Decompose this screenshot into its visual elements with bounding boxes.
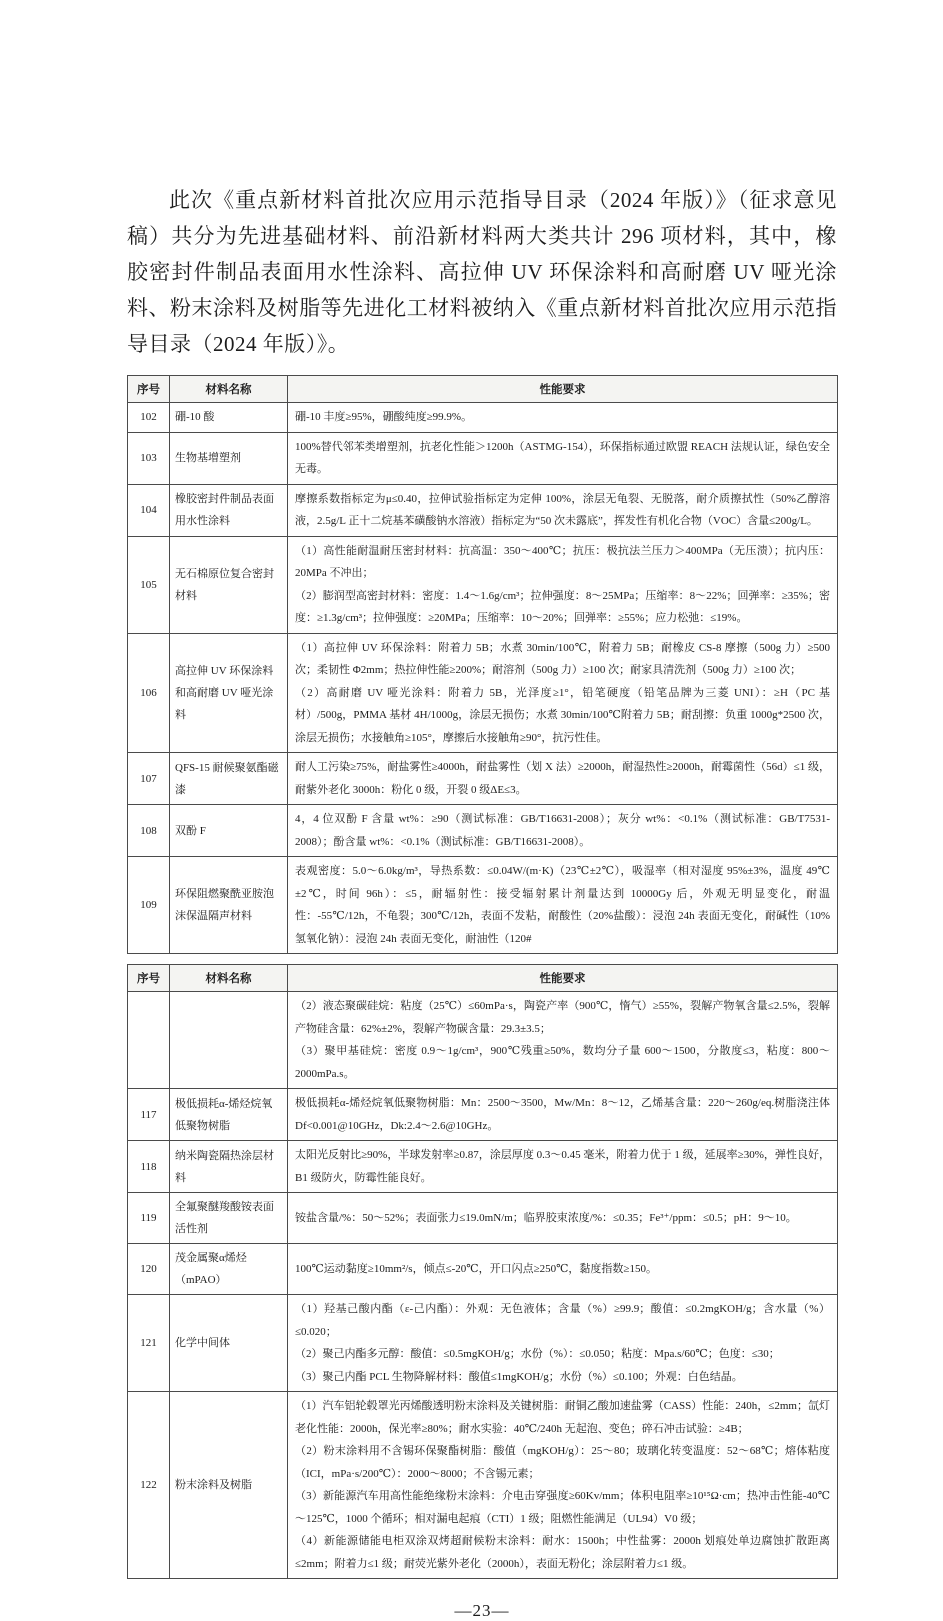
requirement-paragraph: 硼-10 丰度≥95%，硼酸纯度≥99.9%。: [295, 411, 473, 423]
table-row: [128, 1244, 838, 1295]
cell-material-name: 无石棉原位复合密封材料: [170, 536, 288, 633]
cell-serial-number: 122: [128, 1392, 170, 1579]
cell-performance-requirements: [288, 1244, 838, 1295]
table-row: [128, 536, 838, 633]
cell-material-name: 橡胶密封件制品表面用水性涂料: [170, 484, 288, 536]
cell-performance-requirements: [288, 1193, 838, 1244]
table-row: [128, 1141, 838, 1193]
cell-serial-number: 103: [128, 432, 170, 484]
requirement-paragraph: （3）新能源汽车用高性能绝缘粉末涂料：介电击穿强度≥60Kv/mm；体积电阻率≥10¹⁵Ω·cm；热冲击性能-40℃～125℃，1000 个循环；相对漏电起痕（CTI）1 级；阻燃性能满足（UL94）V0 级；: [295, 1490, 830, 1525]
cell-material-name: 茂金属聚α烯烃（mPAO）: [170, 1244, 288, 1295]
cell-material-name: QFS-15 耐候聚氨酯磁漆: [170, 753, 288, 805]
requirement-paragraph: （3）聚己内酯 PCL 生物降解材料：酸值≤1mgKOH/g；水份（%）≤0.100；外观：白色结晶。: [295, 1370, 743, 1383]
table-row: [128, 753, 838, 805]
cell-serial-number: 119: [128, 1193, 170, 1244]
cell-material-name: 生物基增塑剂: [170, 432, 288, 484]
cell-serial-number: 106: [128, 633, 170, 753]
table-separator: [127, 954, 837, 964]
column-header: 序号: [128, 965, 170, 992]
cell-performance-requirements: [288, 992, 838, 1089]
cell-material-name: 化学中间体: [170, 1295, 288, 1392]
column-header: 序号: [128, 376, 170, 403]
cell-serial-number: 117: [128, 1089, 170, 1141]
cell-performance-requirements: [288, 484, 838, 536]
table-row: [128, 432, 838, 484]
cell-serial-number: [128, 992, 170, 1089]
cell-serial-number: 120: [128, 1244, 170, 1295]
cell-material-name: 粉末涂料及树脂: [170, 1392, 288, 1579]
requirement-paragraph: 100℃运动黏度≥10mm²/s，倾点≤-20℃，开口闪点≥250℃，黏度指数≥150。: [295, 1262, 657, 1275]
cell-material-name: 环保阻燃聚酰亚胺泡沫保温隔声材料: [170, 857, 288, 954]
cell-serial-number: 102: [128, 403, 170, 433]
cell-performance-requirements: [288, 1141, 838, 1193]
requirement-paragraph: （1）汽车铝轮毂罩光丙烯酸透明粉末涂料及关键树脂：耐铜乙酸加速盐雾（CASS）性能：240h，≤2mm；氙灯老化性能：2000h，保光率≥80%；耐水实验：40℃/240h 无起泡、变色；碎石冲击试验：≥4B；: [295, 1400, 830, 1435]
cell-performance-requirements: [288, 1089, 838, 1141]
requirement-paragraph: 极低损耗α-烯烃烷氧低聚物树脂：Mn：2500～3500，Mw/Mn：8～12，乙烯基含量：220～260g/eq.树脂浇注体 Df<0.001@10GHz，Dk:2.4～2.6@10GHz。: [295, 1097, 830, 1132]
cell-performance-requirements: [288, 857, 838, 954]
cell-material-name: [170, 992, 288, 1089]
cell-serial-number: 108: [128, 805, 170, 857]
header-row: [128, 965, 838, 992]
requirement-paragraph: （4）新能源储能电柜双涂双烤超耐候粉末涂料：耐水：1500h；中性盐雾：2000h 划痕处单边腐蚀扩散距离≤2mm；附着力≤1 级；耐荧光紫外老化（2000h），表面无粉化；涂层附着力≤1 级。: [295, 1535, 830, 1570]
table-row: [128, 1295, 838, 1392]
cell-material-name: 硼-10 酸: [170, 403, 288, 433]
table-row: [128, 1089, 838, 1141]
cell-performance-requirements: [288, 633, 838, 753]
cell-performance-requirements: [288, 753, 838, 805]
cell-serial-number: 104: [128, 484, 170, 536]
requirement-paragraph: （2）液态聚碳硅烷：粘度（25℃）≤60mPa·s，陶瓷产率（900℃，惰气）≥55%，裂解产物氧含量≤2.5%，裂解产物硅含量：62%±2%，裂解产物碳含量：29.3±3.5；: [295, 1000, 830, 1035]
requirement-paragraph: （2）粉末涂料用不含锡环保聚酯树脂：酸值（mgKOH/g）：25～80；玻璃化转变温度：52～68℃；熔体粘度（ICI，mPa·s/200℃）：2000～8000；不含锡元素；: [295, 1445, 830, 1480]
column-header: 材料名称: [170, 965, 288, 992]
requirement-paragraph: 4，4 位双酚 F 含量 wt%：≥90（测试标准：GB/T16631-2008）；灰分 wt%：<0.1%（测试标准：GB/T7531-2008）；酚含量 wt%：<0.1%（测试标准：GB/T16631-2008）。: [295, 813, 830, 848]
cell-performance-requirements: [288, 805, 838, 857]
cell-performance-requirements: [288, 1392, 838, 1579]
requirement-paragraph: 太阳光反射比≥90%，半球发射率≥0.87，涂层厚度 0.3～0.45 毫米，附着力优于 1 级，延展率≥30%，弹性良好，B1 级防火，防霉性能良好。: [295, 1149, 830, 1184]
header-row: [128, 376, 838, 403]
table-row: [128, 484, 838, 536]
cell-material-name: 全氟聚醚羧酸铵表面活性剂: [170, 1193, 288, 1244]
cell-serial-number: 107: [128, 753, 170, 805]
requirement-paragraph: （2）高耐磨 UV 哑光涂料：附着力 5B，光泽度≥1°，铅笔硬度（铅笔品牌为三菱 UNI）：≥H（PC 基材）/500g，PMMA 基材 4H/1000g，涂层无损伤；水煮 30min/100℃附着力 5B；耐刮擦：负重 1000g*2500 次，涂层无损伤；水接触角≥105°，摩擦后水接触角≥90°，抗污性佳。: [295, 686, 830, 744]
cell-material-name: 极低损耗α-烯烃烷氧低聚物树脂: [170, 1089, 288, 1141]
requirement-paragraph: 铵盐含量/%：50～52%；表面张力≤19.0mN/m；临界胶束浓度/%：≤0.35；Fe³⁺/ppm：≤0.5；pH：9～10。: [295, 1211, 797, 1224]
requirement-paragraph: 100%替代邻苯类增塑剂，抗老化性能＞1200h（ASTMG-154），环保指标通过欧盟 REACH 法规认证，绿色安全无毒。: [295, 440, 830, 475]
requirement-paragraph: 耐人工污染≥75%，耐盐雾性≥4000h，耐盐雾性（划 X 法）≥2000h，耐湿热性≥2000h，耐霉菌性（56d）≤1 级，耐紫外老化 3000h：粉化 0 级，开裂 0 级ΔE≤3。: [295, 761, 830, 796]
table-row: [128, 403, 838, 433]
cell-serial-number: 121: [128, 1295, 170, 1392]
requirement-paragraph: 摩擦系数指标定为μ≤0.40，拉伸试验指标定为定伸 100%，涂层无龟裂、无脱落，耐介质擦拭性（50%乙醇溶液，2.5g/L 正十二烷基苯磺酸钠水溶液）指标定为“50 次未露底”，挥发性有机化合物（VOC）含量≤200g/L。: [295, 492, 830, 527]
table-row: [128, 992, 838, 1089]
requirement-paragraph: （2）聚己内酯多元醇：酸值：≤0.5mgKOH/g；水份（%）：≤0.050；粘度：Mpa.s/60℃；色度：≤30；: [295, 1348, 780, 1360]
cell-serial-number: 118: [128, 1141, 170, 1193]
cell-performance-requirements: [288, 403, 838, 433]
cell-material-name: 双酚 F: [170, 805, 288, 857]
cell-serial-number: 105: [128, 536, 170, 633]
cell-material-name: 纳米陶瓷隔热涂层材料: [170, 1141, 288, 1193]
materials-table-2: [127, 964, 838, 1579]
cell-performance-requirements: [288, 536, 838, 633]
page-number: —23—: [454, 1601, 510, 1620]
table-row: [128, 805, 838, 857]
column-header: 性能要求: [288, 376, 838, 403]
cell-performance-requirements: [288, 432, 838, 484]
requirement-paragraph: 表观密度：5.0～6.0kg/m³，导热系数：≤0.04W/(m·K)（23℃±2℃），吸湿率（相对湿度 95%±3%，温度 49℃±2℃，时间 96h）：≤5，耐辐射性：接受辐射累计剂量达到 10000Gy 后，外观无明显变化，耐温性：-55℃/12h，不龟裂；300℃/12h，表面不发粘，耐酸性（20%盐酸）：浸泡 24h 表面无变化，耐碱性（10%氢氧化钠）：浸泡 24h 表面无变化，耐油性（120#: [295, 865, 830, 945]
requirement-paragraph: （2）膨润型高密封材料：密度：1.4～1.6g/cm³；拉伸强度：8～25MPa；压缩率：8～22%；回弹率：≥35%；密度：≥1.3g/cm³；拉伸强度：≥20MPa；压缩率：10～20%；回弹率：≥55%；应力松弛：≤19%。: [295, 589, 830, 624]
intro-paragraph: 此次《重点新材料首批次应用示范指导目录（2024 年版）》（征求意见稿）共分为先进基础材料、前沿新材料两大类共计 296 项材料，其中，橡胶密封件制品表面用水性涂料、高拉伸 UV 环保涂料和高耐磨 UV 哑光涂料、粉末涂料及树脂等先进化工材料被纳入《重点新材料首批次应用示范指导目录（2024 年版）》。: [127, 188, 837, 356]
requirement-paragraph: （1）高拉伸 UV 环保涂料：附着力 5B；水煮 30min/100℃，附着力 5B；耐橡皮 CS-8 摩擦（500g 力）≥500 次；柔韧性 Φ2mm；热拉伸性能≥200%；耐溶剂（500g 力）≥100 次；耐家具清洗剂（500g 力）≥100 次；: [295, 641, 830, 676]
table-row: [128, 857, 838, 954]
cell-performance-requirements: [288, 1295, 838, 1392]
cell-serial-number: 109: [128, 857, 170, 954]
table-row: [128, 633, 838, 753]
table-row: [128, 1392, 838, 1579]
requirement-paragraph: （1）高性能耐温耐压密封材料：抗高温：350～400℃；抗压：极抗法兰压力＞400MPa（无压溃）；抗内压：20MPa 不冲出；: [295, 544, 830, 579]
column-header: 性能要求: [288, 965, 838, 992]
requirement-paragraph: （1）羟基己酸内酯（ε-己内酯）：外观：无色液体；含量（%）≥99.9；酸值：≤0.2mgKOH/g；含水量（%）≤0.020；: [295, 1303, 830, 1338]
table-row: [128, 1193, 838, 1244]
requirement-paragraph: （3）聚甲基硅烷：密度 0.9～1g/cm³，900℃残重≥50%，数均分子量 600～1500，分散度≤3，粘度：800～2000mPa.s。: [295, 1045, 830, 1080]
materials-table-1: [127, 375, 838, 954]
cell-material-name: 高拉伸 UV 环保涂料和高耐磨 UV 哑光涂料: [170, 633, 288, 753]
column-header: 材料名称: [170, 376, 288, 403]
